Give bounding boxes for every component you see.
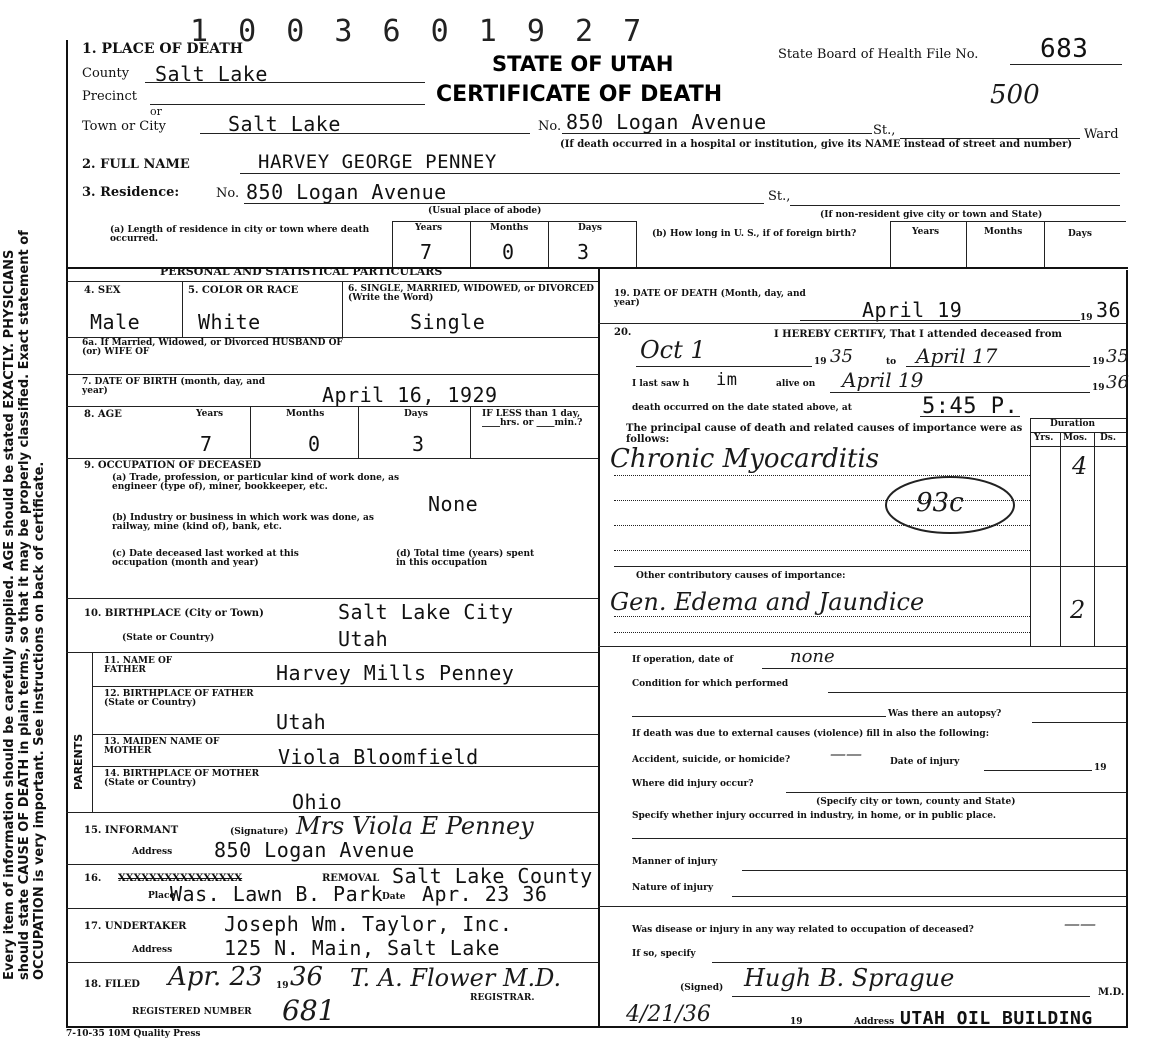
undertaker-address: 125 N. Main, Salt Lake — [224, 936, 500, 960]
signature-label: (Signature) — [230, 827, 289, 837]
residence-value: 850 Logan Avenue — [246, 180, 447, 204]
alive-19: 19 — [1092, 383, 1105, 393]
operation-label: If operation, date of — [632, 655, 734, 665]
undertaker-label: 17. UNDERTAKER — [84, 921, 187, 932]
res-months: 0 — [502, 240, 515, 264]
ward-label: Ward — [1084, 127, 1119, 142]
attended-from: Oct 1 — [640, 336, 706, 364]
race-value: White — [198, 310, 261, 334]
date-injury-label: Date of injury — [890, 757, 960, 767]
certify-num: 20. — [614, 327, 632, 338]
cause-label: The principal cause of death and related causes of importance were as follows: — [626, 423, 1023, 445]
race-label: 5. COLOR OR RACE — [188, 285, 299, 296]
foreign-birth-label: (b) How long in U. S., if of foreign birth? — [652, 229, 857, 239]
filed-date: Apr. 23 — [168, 962, 263, 992]
specify-city-note: (Specify city or town, county and State) — [816, 797, 1016, 807]
from-19: 19 — [814, 357, 827, 367]
age-label: 8. AGE — [84, 409, 122, 420]
us-years-head: Years — [912, 227, 940, 237]
manner-label: Manner of injury — [632, 857, 718, 867]
res-days: 3 — [577, 240, 590, 264]
burial-place-label: Place — [148, 891, 176, 901]
death-time: 5:45 P. — [922, 394, 1019, 419]
occupation-b-label: (b) Industry or business in which work was done, as railway, mine (kind of), bank, etc. — [112, 513, 374, 533]
less-than-label: IF LESS than 1 day, ____hrs. or ____min.? — [482, 409, 583, 429]
handwritten-file-no: 500 — [990, 80, 1040, 110]
frame-left — [66, 40, 68, 1028]
autopsy-label: Was there an autopsy? — [888, 709, 1002, 719]
principal-cause: Chronic Myocarditis — [610, 444, 880, 474]
usual-abode-note: (Usual place of abode) — [428, 206, 542, 216]
alive-year: 36 — [1106, 372, 1129, 393]
margin-line-3: OCCUPATION is very important. See instructions on back of certificate. — [32, 461, 47, 980]
certify-text: I HEREBY CERTIFY, That I attended deceased from — [774, 329, 1063, 340]
to-19: 19 — [1092, 357, 1105, 367]
precinct-label: Precinct — [82, 89, 137, 104]
attended-to: April 17 — [916, 344, 998, 368]
burial-county: Salt Lake County — [392, 864, 593, 888]
res-years: 7 — [420, 240, 433, 264]
undertaker-value: Joseph Wm. Taylor, Inc. — [224, 912, 513, 936]
external-causes-label: If death was due to external causes (violence) fill in also the following: — [632, 729, 990, 739]
age-years-head: Years — [196, 409, 224, 419]
age-years: 7 — [200, 432, 213, 456]
residence-no-label: No. — [216, 186, 240, 201]
father-birthplace: Utah — [276, 710, 327, 734]
length-residence-label: (a) Length of residence in city or town where death occurred. — [110, 225, 370, 245]
occupation-a-label: (a) Trade, profession, or particular kind of work done, as engineer (type of), miner, bookkeeper, etc. — [112, 473, 400, 493]
res-years-head: Years — [415, 223, 443, 233]
to-label: to — [886, 357, 897, 367]
registrar-label: REGISTRAR. — [470, 993, 535, 1003]
mother-birthplace-label: 14. BIRTHPLACE OF MOTHER (State or Country) — [104, 769, 260, 789]
from-year: 35 — [830, 346, 853, 367]
dod-label: 19. DATE OF DEATH (Month, day, and year) — [614, 289, 806, 309]
condition-label: Condition for which performed — [632, 679, 789, 689]
sex-value: Male — [90, 310, 141, 334]
death-address: 850 Logan Avenue — [566, 110, 767, 134]
serial-number: 1 0 0 3 6 0 1 9 2 7 — [190, 14, 648, 49]
occupation-c-label: (c) Date deceased last worked at this occupation (month and year) — [112, 549, 299, 569]
date-injury-19: 19 — [1094, 763, 1107, 773]
full-name-value: HARVEY GEORGE PENNEY — [258, 151, 497, 173]
mother-value: Viola Bloomfield — [278, 745, 479, 769]
full-name-label: 2. FULL NAME — [82, 157, 190, 172]
or-label: or — [150, 105, 162, 118]
burial-place: Was. Lawn B. Park — [170, 882, 384, 906]
file-no: 683 — [1040, 34, 1089, 64]
registered-number: 681 — [282, 994, 336, 1027]
informant-address-label: Address — [132, 847, 173, 857]
cause-duration-months: 4 — [1072, 452, 1088, 480]
md-label: M.D. — [1098, 987, 1125, 998]
registrar-signature: T. A. Flower M.D. — [350, 964, 562, 992]
town-value: Salt Lake — [228, 112, 341, 136]
other-causes-label: Other contributory causes of importance: — [636, 571, 846, 581]
place-of-death-label: 1. PLACE OF DEATH — [82, 41, 243, 57]
file-no-label: State Board of Health File No. — [778, 47, 979, 62]
institution-note: (If death occurred in a hospital or institution, give its NAME instead of street and number) — [560, 139, 1073, 150]
age-days: 3 — [412, 432, 425, 456]
form-print-info: 7-10-35 10M Quality Press — [66, 1029, 201, 1039]
occupation-value: None — [428, 492, 479, 516]
signed-label: (Signed) — [680, 983, 724, 993]
last-saw-label: I last saw h — [632, 379, 690, 389]
accident-label: Accident, suicide, or homicide? — [632, 755, 791, 765]
dod-19: 19 — [1080, 313, 1093, 323]
father-value: Harvey Mills Penney — [276, 661, 515, 685]
margin-line-2: should state CAUSE OF DEATH in plain terms, so that it may be properly classified. Exact statement of — [17, 230, 32, 980]
marital-label: 6. SINGLE, MARRIED, WIDOWED, or DIVORCED (Write the Word) — [348, 284, 594, 304]
occupation-related-value: —— — [1064, 914, 1096, 933]
informant-signature: Mrs Viola E Penney — [296, 812, 534, 840]
nonresident-note: (If non-resident give city or town and State) — [820, 210, 1043, 220]
where-injury-label: Where did injury occur? — [632, 779, 754, 789]
residence-label: 3. Residence: — [82, 185, 180, 200]
dob-label: 7. DATE OF BIRTH (month, day, and year) — [82, 377, 266, 397]
physician-address-label: Address — [854, 1017, 895, 1027]
personal-heading: PERSONAL AND STATISTICAL PARTICULARS — [160, 265, 443, 278]
burial-struck: XXXXXXXXXXXXXXXX — [118, 873, 243, 884]
filed-19: 19 — [276, 981, 289, 991]
operation-value: none — [790, 646, 835, 667]
cause-code: 93c — [916, 488, 964, 518]
father-birthplace-label: 12. BIRTHPLACE OF FATHER (State or Country) — [104, 689, 254, 709]
us-days-head: Days — [1068, 229, 1092, 239]
occupation-related-label: Was disease or injury in any way related to occupation of deceased? — [632, 925, 974, 935]
mos-head: Mos. — [1063, 433, 1088, 443]
duration-head: Duration — [1050, 419, 1096, 429]
certificate-title: CERTIFICATE OF DEATH — [436, 82, 723, 107]
burial-date-label: Date — [382, 892, 406, 902]
spouse-label: 6a. If Married, Widowed, or Divorced HUSBAND OF (or) WIFE OF — [82, 338, 343, 358]
state-title: STATE OF UTAH — [492, 52, 674, 76]
last-saw-him: im — [716, 370, 738, 390]
ds-head: Ds. — [1100, 433, 1117, 443]
birthplace-label: 10. BIRTHPLACE (City or Town) — [84, 608, 264, 619]
dod-value: April 19 — [862, 298, 963, 322]
st-label: St., — [873, 123, 896, 138]
signed-date: 4/21/36 — [626, 1002, 711, 1027]
informant-label: 15. INFORMANT — [84, 825, 179, 836]
other-duration-months: 2 — [1070, 596, 1086, 624]
physician-signature: Hugh B. Sprague — [744, 964, 955, 992]
occupation-d-label: (d) Total time (years) spent in this occupation — [396, 549, 535, 569]
sign-19: 19 — [790, 1017, 803, 1027]
res-days-head: Days — [578, 223, 602, 233]
mother-label: 13. MAIDEN NAME OF MOTHER — [104, 737, 220, 757]
other-causes: Gen. Edema and Jaundice — [610, 588, 925, 616]
birthplace-state: Utah — [338, 627, 389, 651]
age-months-head: Months — [286, 409, 325, 419]
parents-label: PARENTS — [72, 733, 85, 790]
undertaker-address-label: Address — [132, 945, 173, 955]
birthplace-city: Salt Lake City — [338, 600, 514, 624]
margin-line-1: Every item of information should be carefully supplied. AGE should be stated EXACTLY. PHYSICIANS — [2, 249, 17, 980]
town-label: Town or City — [82, 119, 166, 134]
alive-on-label: alive on — [776, 379, 816, 389]
us-months-head: Months — [984, 227, 1023, 237]
burial-date: Apr. 23 36 — [422, 882, 548, 906]
accident-value: —— — [830, 744, 862, 763]
county-value: Salt Lake — [155, 62, 268, 86]
burial-label: 16. — [84, 873, 102, 884]
filed-label: 18. FILED — [84, 979, 140, 990]
occupation-label: 9. OCCUPATION OF DECEASED — [84, 460, 262, 471]
res-months-head: Months — [490, 223, 529, 233]
dob-value: April 16, 1929 — [322, 383, 498, 407]
removal-label: REMOVAL — [322, 873, 380, 884]
yrs-head: Yrs. — [1034, 433, 1054, 443]
physician-address: UTAH OIL BUILDING — [900, 1008, 1093, 1029]
filed-year: 36 — [290, 962, 324, 992]
sex-label: 4. SEX — [84, 285, 121, 296]
informant-address: 850 Logan Avenue — [214, 838, 415, 862]
father-label: 11. NAME OF FATHER — [104, 656, 173, 676]
county-label: County — [82, 66, 130, 81]
nature-label: Nature of injury — [632, 883, 714, 893]
occurred-label: death occurred on the date stated above, at — [632, 403, 852, 413]
residence-st-label: St., — [768, 189, 791, 204]
marital-value: Single — [410, 310, 486, 334]
age-days-head: Days — [404, 409, 428, 419]
registered-number-label: REGISTERED NUMBER — [132, 1007, 252, 1017]
specify-injury-label: Specify whether injury occurred in industry, in home, or in public place. — [632, 811, 997, 821]
if-so-label: If so, specify — [632, 949, 696, 959]
age-months: 0 — [308, 432, 321, 456]
birth-state-label: (State or Country) — [122, 633, 215, 643]
address-no-label: No. — [538, 119, 562, 134]
mother-birthplace: Ohio — [292, 790, 343, 814]
dod-year: 36 — [1096, 298, 1122, 322]
to-year: 35 — [1106, 346, 1129, 367]
alive-on: April 19 — [842, 368, 924, 392]
